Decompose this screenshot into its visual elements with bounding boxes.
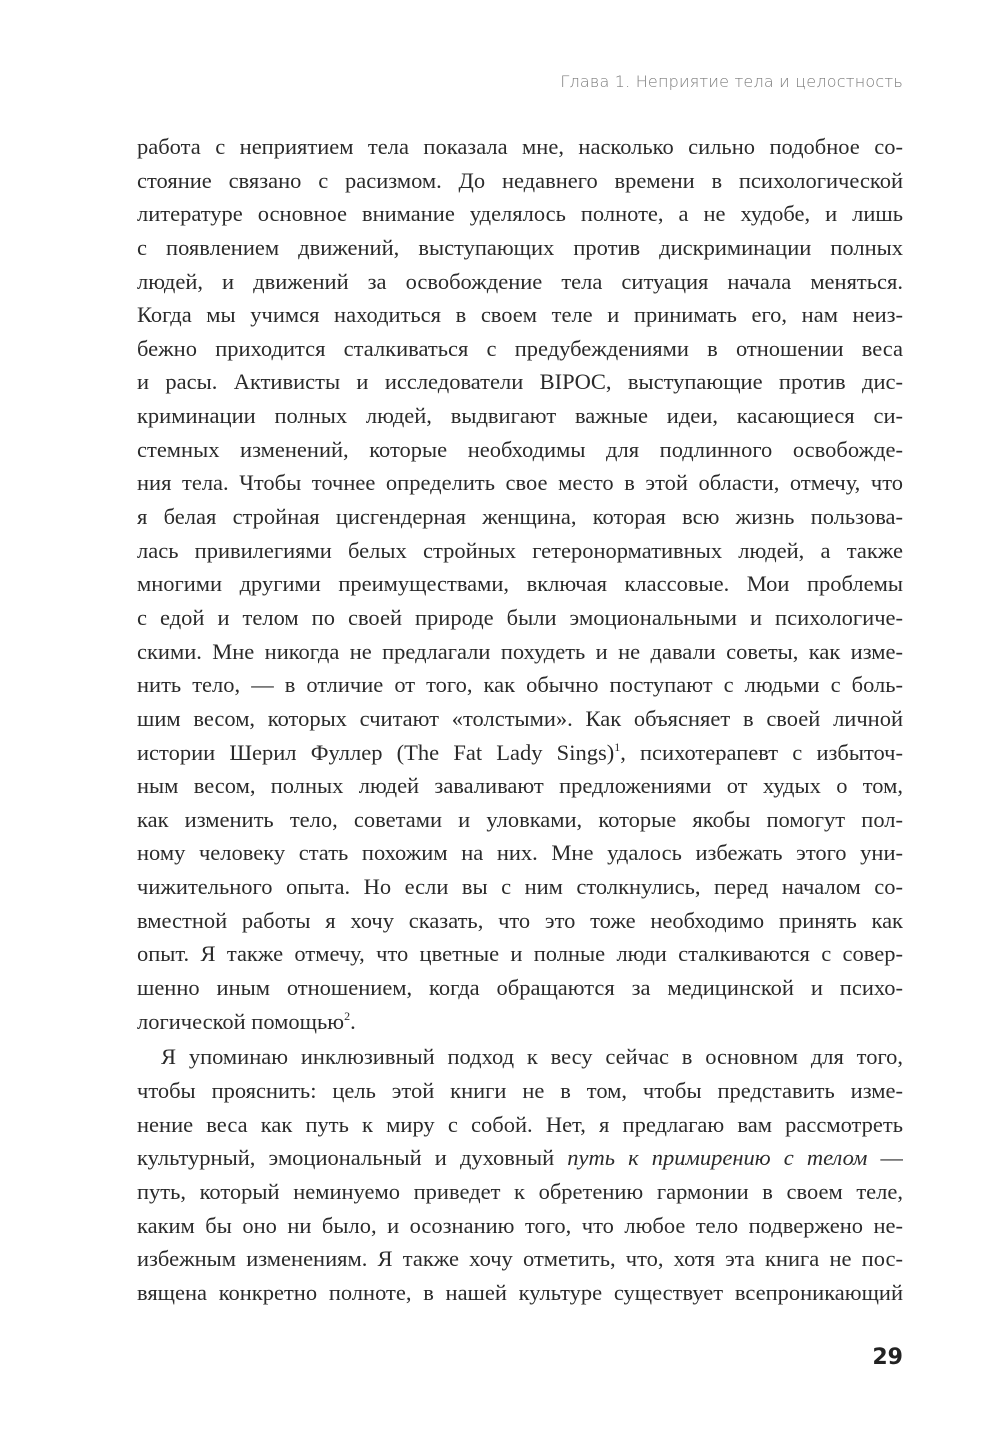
page-number: 29	[872, 1345, 903, 1370]
text-segment: стояние связано с расизмом. До недавнего времени в психологической	[137, 167, 903, 193]
text-segment: —	[867, 1145, 903, 1171]
text-line	[137, 332, 903, 366]
text-segment: многими другими преимуществами, включая классовые. Мои проблемы	[137, 571, 903, 597]
paragraph	[137, 130, 903, 1038]
footnote-reference: 1	[614, 739, 621, 754]
text-segment: чижительного опыта. Но если вы с ним столкнулись, перед началом со-	[137, 874, 903, 900]
text-segment: людей, и движений за освобождение тела ситуация начала меняться.	[137, 268, 903, 294]
text-segment: ному человеку стать похожим на них. Мне удалось избежать этого уни-	[137, 840, 903, 866]
text-line	[137, 567, 903, 601]
text-segment: культурный, эмоциональный и духовный	[137, 1145, 568, 1171]
text-line	[137, 399, 903, 433]
text-segment: нение веса как путь к миру с собой. Нет, я предлагаю вам рассмотреть	[137, 1111, 903, 1137]
text-segment: каким бы оно ни было, и осознанию того, что любое тело подвержено не-	[137, 1212, 903, 1238]
text-line	[137, 836, 903, 870]
text-line	[137, 736, 903, 770]
text-line	[137, 500, 903, 534]
text-line	[137, 1209, 903, 1243]
text-line	[137, 1141, 903, 1175]
text-line	[137, 164, 903, 198]
text-line	[137, 937, 903, 971]
text-segment: и расы. Активисты и исследователи BIPOC, выступающие против дис-	[137, 369, 903, 395]
text-segment: вместной работы я хочу сказать, что это тоже необходимо принять как	[137, 907, 903, 933]
text-line	[137, 668, 903, 702]
text-line	[137, 904, 903, 938]
text-line	[137, 1074, 903, 1108]
text-segment: .	[350, 1008, 356, 1034]
text-segment: логической помощью	[137, 1008, 345, 1034]
text-segment: , психотерапевт с избыточ-	[620, 739, 903, 765]
text-segment: шенно иным отношением, когда обращаются за медицинской и психо-	[137, 975, 903, 1001]
text-line	[137, 870, 903, 904]
text-segment: истории Шерил Фуллер (The Fat Lady Sings)	[137, 739, 615, 765]
text-line	[137, 298, 903, 332]
text-line	[137, 601, 903, 635]
text-line	[137, 1108, 903, 1142]
text-segment: с едой и телом по своей природе были эмоциональными и психологиче-	[137, 604, 903, 630]
text-line	[137, 365, 903, 399]
text-line	[137, 803, 903, 837]
text-line	[137, 635, 903, 669]
text-segment: Когда мы учимся находиться в своем теле и принимать его, нам неиз-	[137, 302, 903, 328]
text-segment: опыт. Я также отмечу, что цветные и полные люди сталкиваются с совер-	[137, 941, 903, 967]
text-segment: ния тела. Чтобы точнее определить свое место в этой области, отмечу, что	[137, 470, 903, 496]
text-line	[137, 130, 903, 164]
text-line	[137, 1040, 903, 1074]
footnote-reference: 2	[344, 1008, 351, 1023]
paragraph	[137, 1040, 903, 1309]
text-line	[137, 702, 903, 736]
text-line	[137, 433, 903, 467]
text-segment: избежным изменениям. Я также хочу отметить, что, хотя эта книга не пос-	[137, 1246, 903, 1272]
text-segment: с появлением движений, выступающих против дискриминации полных	[137, 234, 903, 260]
text-line	[137, 466, 903, 500]
text-line	[137, 1242, 903, 1276]
text-segment: путь, который неминуемо приведет к обретению гармонии в своем теле,	[137, 1178, 903, 1204]
body-text	[137, 130, 903, 1311]
text-segment: бежно приходится сталкиваться с предубеждениями в отношении веса	[137, 335, 903, 361]
text-segment: Я упоминаю инклюзивный подход к весу сейчас в основном для того,	[161, 1044, 903, 1070]
italic-text: путь к примирению с телом	[567, 1145, 868, 1171]
text-segment: шим весом, которых считают «толстыми». Как объясняет в своей личной	[137, 705, 903, 731]
text-segment: как изменить тело, советами и уловками, которые якобы помогут пол-	[137, 806, 903, 832]
text-segment: стемных изменений, которые необходимы для подлинного освобожде-	[137, 436, 903, 462]
text-line	[137, 1005, 903, 1039]
text-line	[137, 1276, 903, 1310]
text-segment: я белая стройная цисгендерная женщина, которая всю жизнь пользова-	[137, 504, 903, 530]
text-line	[137, 231, 903, 265]
text-segment: скими. Мне никогда не предлагали похудеть и не давали советы, как изме-	[137, 638, 903, 664]
text-segment: криминации полных людей, выдвигают важные идеи, касающиеся си-	[137, 403, 903, 429]
text-segment: лась привилегиями белых стройных гетеронормативных людей, а также	[137, 537, 903, 563]
text-segment: ным весом, полных людей заваливают предложениями от худых о том,	[137, 773, 903, 799]
text-segment: чтобы прояснить: цель этой книги не в том, чтобы представить изме-	[137, 1077, 903, 1103]
running-header: Глава 1. Неприятие тела и целостность	[560, 72, 903, 91]
text-line	[137, 534, 903, 568]
text-segment: нить тело, — в отличие от того, как обычно поступают с людьми с боль-	[137, 672, 903, 698]
text-segment: вящена конкретно полноте, в нашей культуре существует всепроникающий	[137, 1279, 903, 1305]
text-line	[137, 1175, 903, 1209]
text-line	[137, 769, 903, 803]
text-line	[137, 265, 903, 299]
text-segment: работа с неприятием тела показала мне, насколько сильно подобное со-	[137, 134, 903, 159]
text-line	[137, 197, 903, 231]
text-line	[137, 971, 903, 1005]
text-segment: литературе основное внимание уделялось полноте, а не худобе, и лишь	[137, 201, 903, 227]
